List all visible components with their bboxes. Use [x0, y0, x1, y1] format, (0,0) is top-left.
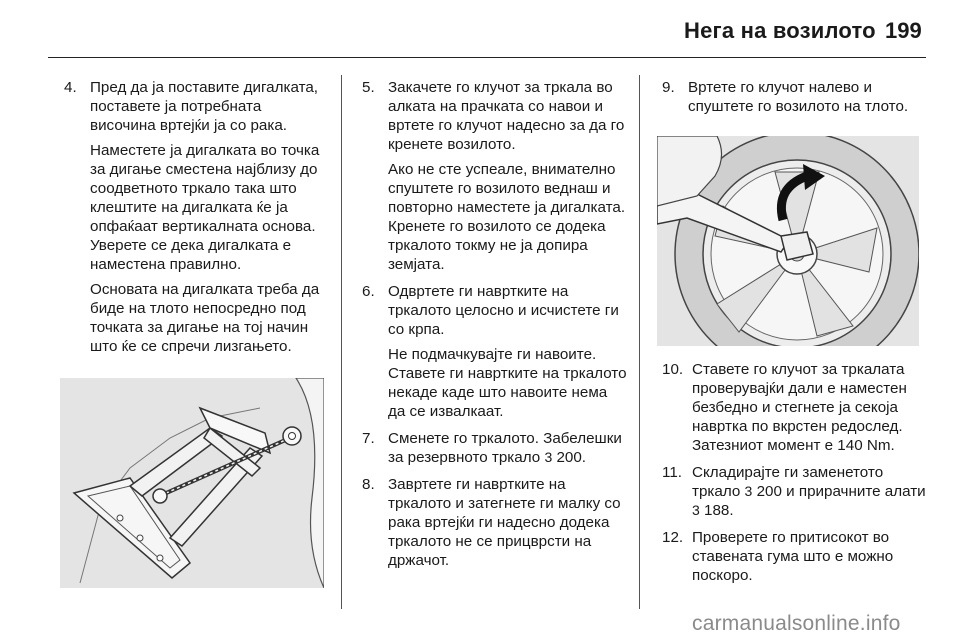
step-12-paragraph-1: Проверете го притисокот во ставената гума што е можно поскоро. — [692, 529, 894, 584]
column-1 — [64, 78, 330, 356]
wheel-drawing — [657, 136, 919, 346]
step-6 — [362, 282, 628, 421]
step-6-paragraph-1: Одвртете ги навртките на тркалото целосно и исчистете ги со крпа. — [388, 283, 619, 338]
step-11 — [662, 463, 926, 520]
step-number: 5. — [362, 79, 375, 96]
step-6-paragraph-2: Не подмачкувајте ги навоите. Ставете ги навртките на тркалото некаде каде што навоите нема да се извалкаат. — [388, 346, 627, 420]
page-reference-link[interactable]: 188. — [704, 502, 734, 519]
wheel-wrench-illustration — [657, 136, 919, 346]
step-7-text: Сменете го тркалото. Забелешки за резервното тркало — [388, 430, 622, 466]
step-number: 6. — [362, 283, 375, 300]
step-4-paragraph-1: Пред да ја поставите дигалката, поставете ја потребната височина вртејќи ја со рака. — [90, 79, 319, 134]
step-11-text-a: Складирајте ги заменетото тркало — [692, 464, 884, 500]
step-number: 11. — [662, 464, 682, 481]
page-reference-icon: 3 — [544, 449, 553, 465]
step-number: 10. — [662, 361, 684, 378]
step-5 — [362, 78, 628, 274]
column-divider — [341, 75, 342, 609]
step-number: 4. — [64, 79, 77, 96]
step-number: 12. — [662, 529, 684, 546]
step-11-paragraph — [692, 463, 926, 520]
step-10-paragraph-1: Ставете го клучот за тркалата проверувајќи дали е наместен безбедно и стегнете ја секоја навртка по вкрстен редослед. Затезниот момент е 140 Nm. — [692, 361, 907, 454]
step-8-paragraph-1: Завртете ги навртките на тркалото и затегнете ги малку со рака вртејќи ги надесно додека тркалото не се прицврсти на држачот. — [388, 476, 621, 569]
step-7-paragraph — [388, 429, 628, 467]
page-title: Нега на возилото — [684, 18, 876, 43]
column-2 — [362, 78, 628, 570]
step-10 — [662, 360, 926, 455]
header-rule — [48, 57, 926, 58]
page-reference-icon: 3 — [692, 502, 700, 518]
watermark: carmanualsonline.info — [692, 612, 901, 635]
jack-illustration — [60, 378, 324, 588]
step-number: 9. — [662, 79, 675, 96]
step-5-paragraph-2: Ако не сте успеале, внимателно спуштете го возилото веднаш и повторно наместете ја дигалката. Кренете го возилото се додека тркалото токму не ја допира земјата. — [388, 161, 626, 273]
step-8 — [362, 475, 628, 570]
page-reference-link[interactable]: 200. — [556, 449, 587, 466]
page-number: 199 — [885, 18, 922, 43]
column-3-lower — [662, 360, 926, 585]
step-4-paragraph-3: Основата на дигалката треба да биде на тлото непосредно под точката за дигање на тој начин што ќе се спречи лизгањето. — [90, 281, 320, 355]
column-divider — [639, 75, 640, 609]
step-9 — [662, 78, 926, 116]
page-reference-icon: 3 — [744, 483, 753, 499]
step-4 — [64, 78, 330, 356]
step-11-text-b: 200 и прирачните алати — [756, 483, 926, 500]
step-7 — [362, 429, 628, 467]
jack-drawing — [60, 378, 324, 588]
step-number: 7. — [362, 430, 375, 447]
step-number: 8. — [362, 476, 375, 493]
step-9-paragraph-1: Вртете го клучот налево и спуштете го возилото на тлото. — [688, 79, 909, 115]
column-3 — [662, 78, 926, 116]
step-12 — [662, 528, 926, 585]
step-5-paragraph-1: Закачете го клучот за тркала во алката на прачката со навои и вртете го клучот надесно за да го кренете возилото. — [388, 79, 625, 153]
step-4-paragraph-2: Наместете ја дигалката во точка за дигање сместена најблизу до соодветното тркало така што клештите на дигалката ќе ја опфаќаат вертикалната основа. Уверете се дека дигалката е наместена правилно. — [90, 142, 320, 273]
